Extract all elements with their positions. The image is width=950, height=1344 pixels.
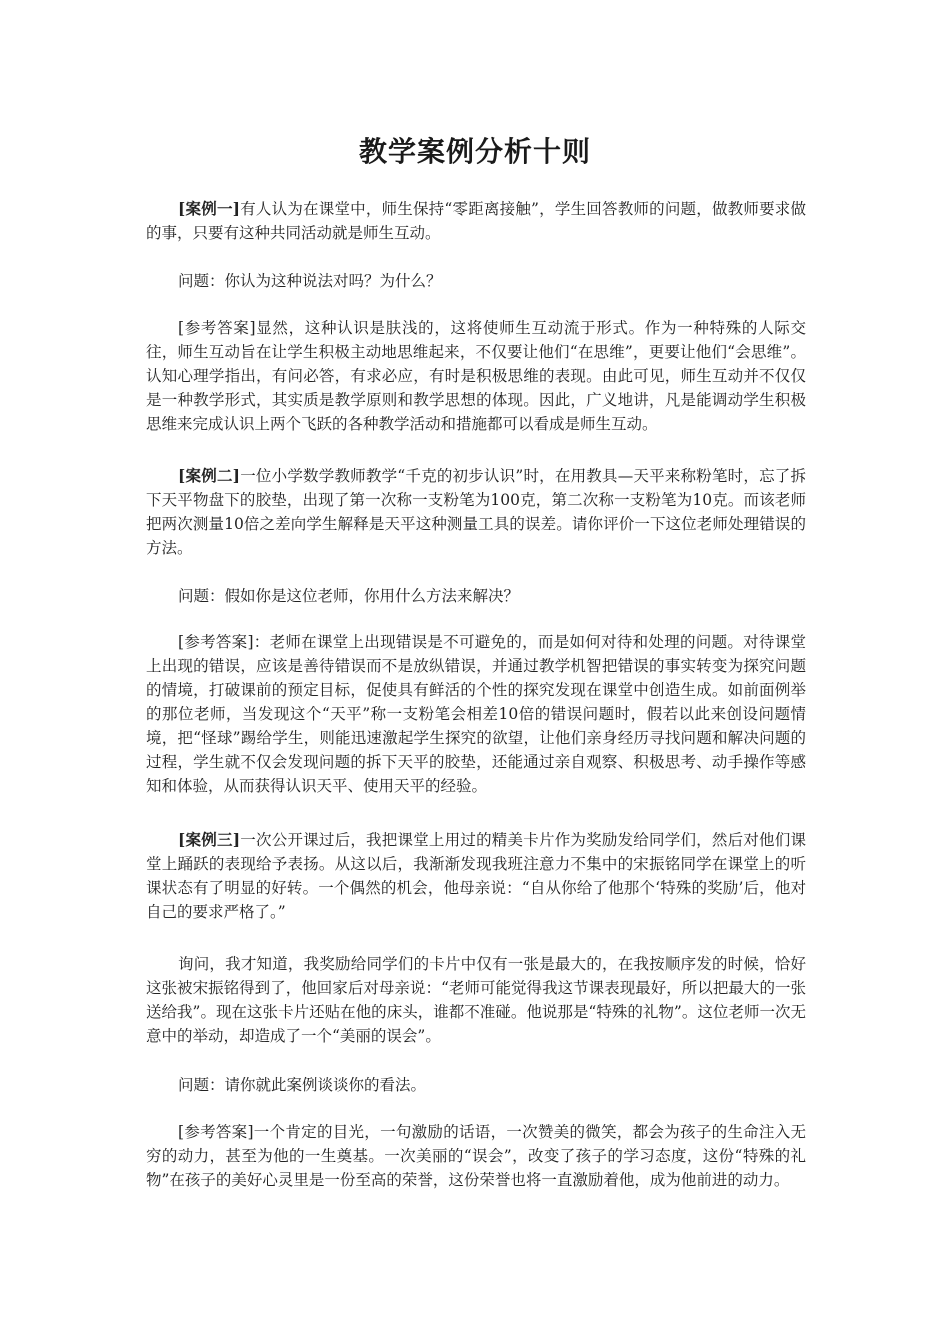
case2-text: 一位小学数学教师教学“千克的初步认识”时，在用教具—天平来称粉笔时，忘了拆下天平物盘下的胶垫，出现了第一次称一支粉笔为100克，第二次称一支粉笔为10克。而该老师把两次测量10倍之差向学生解释是天平这种测量工具的误差。请你评价一下这位老师处理错误的方法。 bbox=[146, 467, 806, 557]
case3-paragraph bbox=[146, 828, 806, 924]
case1-text: 有人认为在课堂中，师生保持“零距离接触”，学生回答教师的问题，做教师要求做的事，只要有这种共同活动就是师生互动。 bbox=[146, 200, 806, 242]
case1-tag: [案例一] bbox=[178, 199, 240, 218]
case2-question: 问题：假如你是这位老师，你用什么方法来解决？ bbox=[178, 587, 520, 605]
case3-text: 一次公开课过后，我把课堂上用过的精美卡片作为奖励发给同学们，然后对他们课堂上踊跃的表现给予表扬。从这以后，我渐渐发现我班注意力不集中的宋振铭同学在课堂上的听课状态有了明显的好转。一个偶然的机会，他母亲说：“自从你给了他那个‘特殊的奖励’后，他对自己的要求严格了。” bbox=[146, 831, 806, 921]
case1-question: 问题：你认为这种说法对吗？为什么？ bbox=[178, 272, 442, 290]
case2-tag: [案例二] bbox=[178, 466, 240, 485]
case1-answer: [参考答案]显然，这种认识是肤浅的，这将使师生互动流于形式。作为一种特殊的人际交往，师生互动旨在让学生积极主动地思维起来，不仅要让他们“在思维”，更要让他们“会思维”。认知心理学指出，有问必答，有求必应，有时是积极思维的表现。由此可见，师生互动并不仅仅是一种教学形式，其实质是教学原则和教学思想的体现。因此，广义地讲，凡是能调动学生积极思维来完成认识上两个飞跃的各种教学活动和措施都可以看成是师生互动。 bbox=[146, 319, 806, 433]
case2-paragraph bbox=[146, 464, 806, 560]
case3-question: 问题：请你就此案例谈谈你的看法。 bbox=[178, 1076, 427, 1094]
case1-paragraph bbox=[146, 197, 806, 245]
case3-answer: [参考答案]一个肯定的目光，一句激励的话语，一次赞美的微笑，都会为孩子的生命注入无穷的动力，甚至为他的一生奠基。一次美丽的“误会”，改变了孩子的学习态度，这份“特殊的礼物”在孩子的美好心灵里是一份至高的荣誉，这份荣誉也将一直激励着他，成为他前进的动力。 bbox=[146, 1123, 806, 1189]
case3-tag: [案例三] bbox=[178, 830, 241, 849]
case2-answer: [参考答案]：老师在课堂上出现错误是不可避免的，而是如何对待和处理的问题。对待课堂上出现的错误，应该是善待错误而不是放纵错误，并通过教学机智把错误的事实转变为探究问题的情境，打破课前的预定目标，促使具有鲜活的个性的探究发现在课堂中创造生成。如前面例举的那位老师，当发现这个“天平”称一支粉笔会相差10倍的错误问题时，假若以此来创设问题情境，把“怪球”踢给学生，则能迅速激起学生探究的欲望，让他们亲身经历寻找问题和解决问题的过程，学生就不仅会发现问题的拆下天平的胶垫，还能通过亲自观察、积极思考、动手操作等感知和体验，从而获得认识天平、使用天平的经验。 bbox=[146, 633, 806, 795]
case3-followup: 询问，我才知道，我奖励给同学们的卡片中仅有一张是最大的，在我按顺序发的时候，恰好这张被宋振铭得到了，他回家后对母亲说：“老师可能觉得我这节课表现最好，所以把最大的一张送给我”。现在这张卡片还贴在他的床头，谁都不准碰。他说那是“特殊的礼物”。这位老师一次无意中的举动，却造成了一个“美丽的误会”。 bbox=[146, 955, 806, 1045]
page-title: 教学案例分析十则 bbox=[358, 135, 591, 168]
